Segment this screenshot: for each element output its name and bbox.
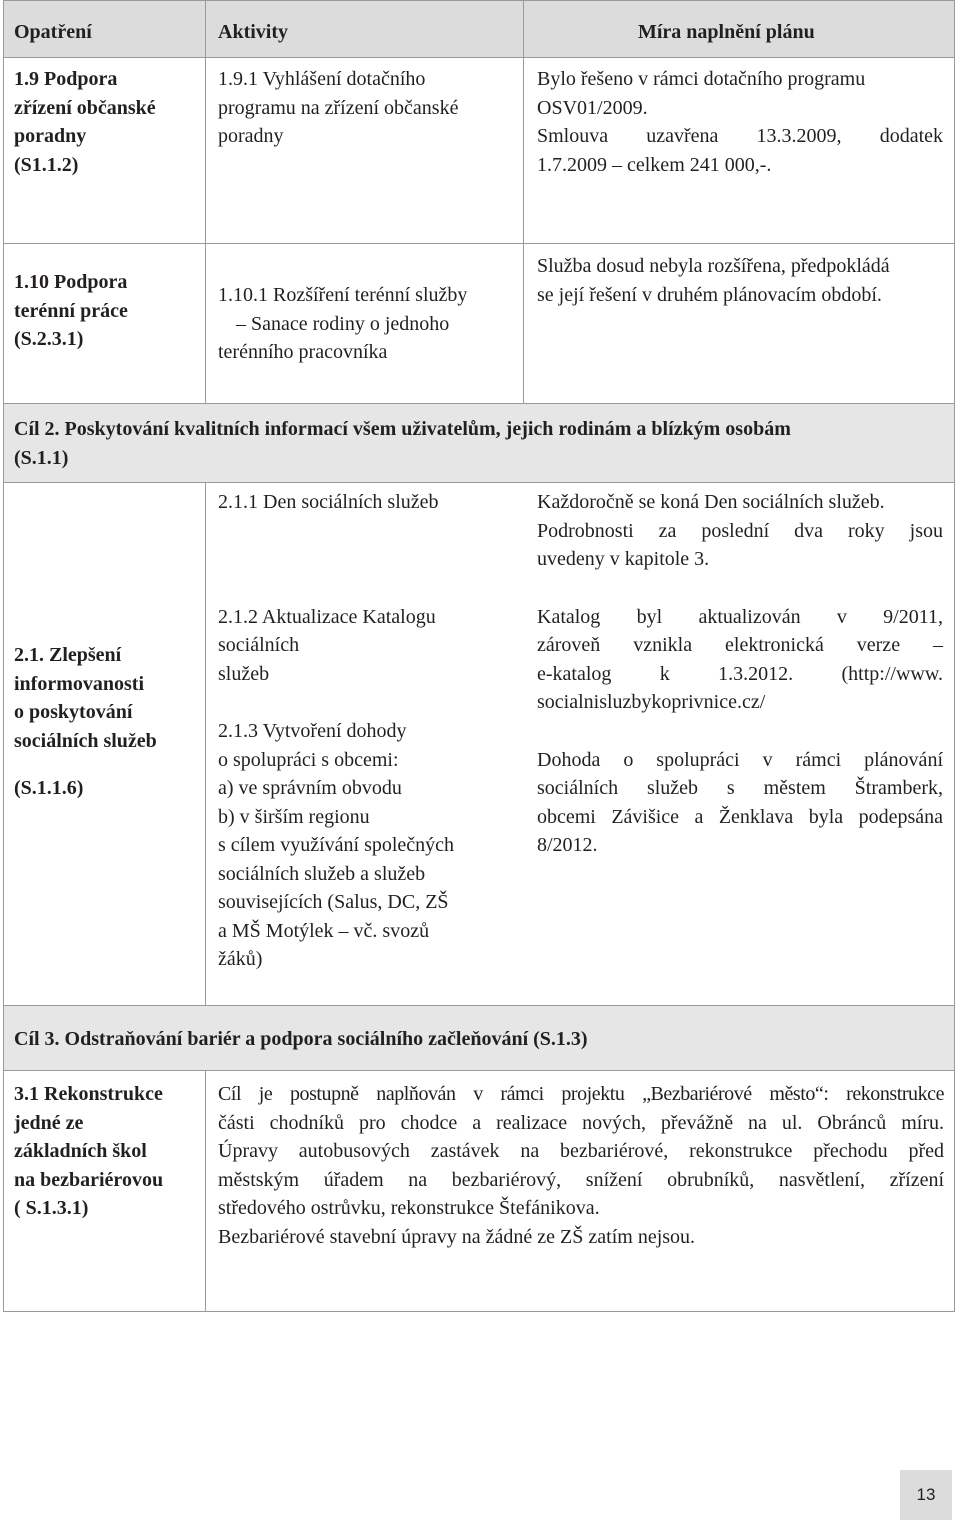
row-3-fulfilment-a-line: uvedeny v kapitole 3.: [537, 548, 710, 570]
row-1-fulfilment-line: Smlouva uzavřena 13.3.2009, dodatek: [537, 125, 943, 147]
row-3-activity-b-line: 2.1.2 Aktualizace Katalogu: [218, 606, 436, 628]
row-3-activity-b-line: sociálních: [218, 634, 300, 656]
row-3-fulfilment-c-line: sociálních služeb s městem Štramberk,: [537, 777, 943, 799]
row-3-fulfilment-b-line: Katalog byl aktualizován v 9/2011,: [537, 606, 943, 628]
row-2-fulfilment-line: se její řešení v druhém plánovacím období.: [537, 284, 882, 306]
header-measure: Opatření: [14, 21, 92, 43]
row-2-activity-line: – Sanace rodiny o jednoho: [236, 313, 450, 335]
page-number: 13: [900, 1470, 952, 1520]
row-4-fulfilment-line: středového ostrůvku, rekonstrukce Štefánikova.: [218, 1197, 600, 1219]
row-3-fulfilment-a-line: Každoročně se koná Den sociálních služeb.: [537, 491, 885, 513]
row-2-measure-line: (S.2.3.1): [14, 328, 84, 350]
row-3-fulfilment-c-line: Dohoda o spolupráci v rámci plánování: [537, 749, 943, 771]
row-3-measure-line: sociálních služeb: [14, 730, 157, 752]
row-3-activity-c-line: s cílem využívání společných: [218, 834, 455, 856]
row-3-activity-c-line: a) ve správním obvodu: [218, 777, 402, 799]
row-3-fulfilment-c-line: 8/2012.: [537, 834, 598, 856]
row-2-measure-line: terénní práce: [14, 300, 128, 322]
row-3-measure-line: informovanosti: [14, 673, 144, 695]
row-4-measure-line: základních škol: [14, 1140, 147, 1162]
row-3-activity-c-line: 2.1.3 Vytvoření dohody: [218, 720, 407, 742]
row-1-measure-line: (S1.1.2): [14, 154, 79, 176]
row-2-fulfilment-line: Služba dosud nebyla rozšířena, předpokládá: [537, 255, 890, 277]
row-4-measure-line: na bezbariérovou: [14, 1169, 164, 1191]
row-3-activity-c-line: sociálních služeb a služeb: [218, 863, 426, 885]
header-activities: Aktivity: [218, 21, 288, 43]
row-4-measure-line: 3.1 Rekonstrukce: [14, 1083, 163, 1105]
row-1-fulfilment-line: Bylo řešeno v rámci dotačního programu: [537, 68, 866, 90]
row-1-measure-line: 1.9 Podpora: [14, 68, 118, 90]
row-2-activity-line: terénního pracovníka: [218, 341, 388, 363]
row-3-activity-b-line: služeb: [218, 663, 270, 685]
row-1-activity-line: 1.9.1 Vyhlášení dotačního: [218, 68, 426, 90]
row-1-measure-line: zřízení občanské: [14, 97, 156, 119]
row-4-fulfilment-line: Bezbariérové stavební úpravy na žádné ze ZŠ zatím nejsou.: [218, 1226, 696, 1248]
row-3-activity-a: 2.1.1 Den sociálních služeb: [218, 491, 439, 513]
row-4-measure-line: ( S.1.3.1): [14, 1197, 89, 1219]
row-4-fulfilment-line: části chodníků pro chodce a realizace nových, převážně na ul. Obránců míru.: [218, 1112, 944, 1134]
row-1-fulfilment-line: OSV01/2009.: [537, 97, 648, 119]
goal-3-title: Cíl 3. Odstraňování bariér a podpora sociálního začleňování (S.1.3): [14, 1028, 588, 1050]
row-3-activity-c-line: b) v širším regionu: [218, 806, 370, 828]
row-4-fulfilment-line: Úpravy autobusových zastávek na bezbariérové, rekonstrukce přechodu před: [218, 1140, 944, 1162]
row-3-fulfilment-c-line: obcemi Závišice a Ženklava byla podepsána: [537, 806, 943, 828]
row-1-activity-line: programu na zřízení občanské: [218, 97, 459, 119]
row-3-activity-c-line: o spolupráci s obcemi:: [218, 749, 399, 771]
row-4-fulfilment-line: Cíl je postupně naplňován v rámci projektu „Bezbariérové město“: rekonstrukce: [218, 1083, 944, 1105]
goal-2-code: (S.1.1): [14, 447, 69, 469]
row-3-fulfilment-b-line: zároveň vznikla elektronická verze –: [537, 634, 943, 656]
header-fulfilment: Míra naplnění plánu: [638, 21, 815, 43]
row-1-fulfilment-line: 1.7.2009 – celkem 241 000,-.: [537, 154, 772, 176]
row-2-activity-line: 1.10.1 Rozšíření terénní služby: [218, 284, 468, 306]
row-4-fulfilment-line: městským úřadem na bezbariérový, snížení obrubníků, nasvětlení, zřízení: [218, 1169, 944, 1191]
row-3-fulfilment-a-line: Podrobnosti za poslední dva roky jsou: [537, 520, 943, 542]
row-3-fulfilment-b-line: e-katalog k 1.3.2012. (http://www.: [537, 663, 943, 685]
row-3-measure-line: o poskytování: [14, 701, 133, 723]
row-3-activity-c-line: a MŠ Motýlek – vč. svozů: [218, 920, 430, 942]
row-3-activity-c-line: souvisejících (Salus, DC, ZŠ: [218, 891, 449, 913]
row-4-measure-line: jedné ze: [14, 1112, 84, 1134]
row-3-activity-c-line: žáků): [218, 948, 263, 970]
row-3-measure-code: (S.1.1.6): [14, 777, 84, 799]
row-3-fulfilment-b-line: socialnisluzbykoprivnice.cz/: [537, 691, 766, 713]
row-2-measure-line: 1.10 Podpora: [14, 271, 128, 293]
row-1-activity-line: poradny: [218, 125, 284, 147]
goal-2-title: Cíl 2. Poskytování kvalitních informací všem uživatelům, jejich rodinám a blízkým osobám: [14, 418, 791, 440]
row-1-measure-line: poradny: [14, 125, 87, 147]
row-3-measure-line: 2.1. Zlepšení: [14, 644, 122, 666]
